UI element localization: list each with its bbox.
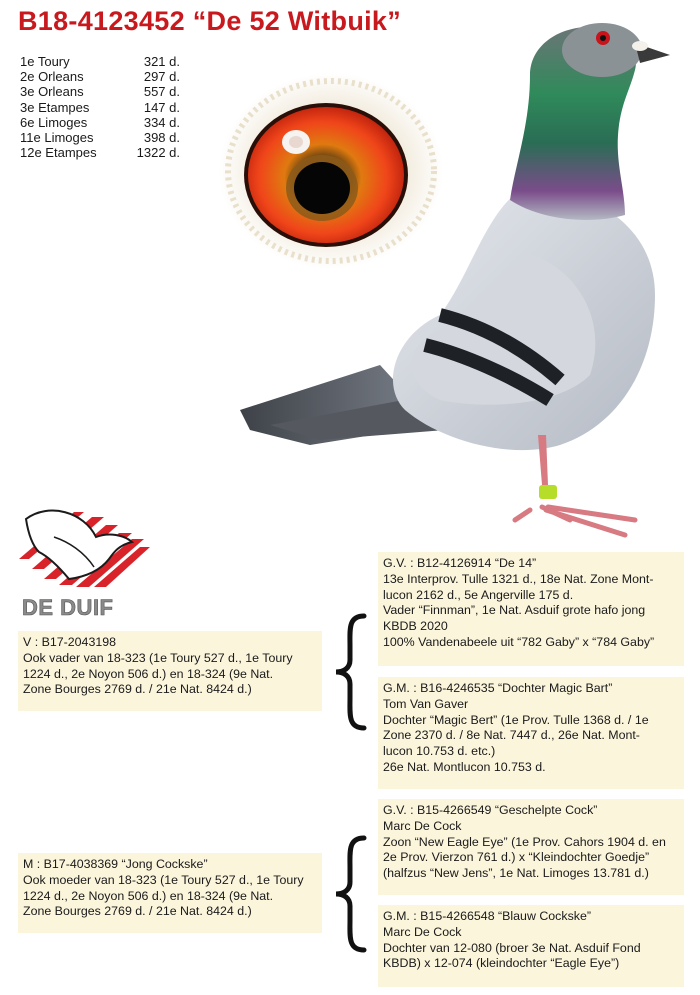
result-row: 3e Orleans 557 d. <box>20 84 180 100</box>
sire-brace <box>330 612 370 732</box>
dam-father-line: Zoon “New Eagle Eye” (1e Prov. Cahors 1904 d. en <box>383 834 666 849</box>
pigeon-photo <box>230 15 690 545</box>
page-title: B18-4123452 “De 52 Witbuik” <box>18 6 402 36</box>
sire-father-box <box>378 552 684 666</box>
sire-father-line: 13e Interprov. Tulle 1321 d., 18e Nat. Zone Mont- <box>383 571 654 586</box>
sire-father-line: lucon 2162 d., 5e Angerville 175 d. <box>383 587 574 602</box>
result-row: 3e Etampes 147 d. <box>20 99 180 115</box>
dam-father-line: (halfzus “New Jens”, 1e Nat. Limoges 13.781 d.) <box>383 866 649 881</box>
sire-mother-line: Zone 2370 d. / 8e Nat. 7447 d., 26e Nat. Mont- <box>383 728 640 743</box>
sire-father-line: Vader “Finnman”, 1e Nat. Asduif grote hafo jong <box>383 603 646 618</box>
dam-mother-line: Marc De Cock <box>383 924 462 939</box>
sire-father-line: 100% Vandenabeele uit “782 Gaby” x “784 Gaby” <box>383 634 655 649</box>
logo-text: DE DUIF <box>22 595 114 620</box>
dam-father-box <box>378 799 684 895</box>
sire-box <box>18 631 322 711</box>
sire-line: Ook vader van 18-323 (1e Toury 527 d., 1e Toury <box>23 650 293 665</box>
sire-mother-line: lucon 10.753 d. etc.) <box>383 744 496 759</box>
dam-line: M : B17-4038369 “Jong Cockske” <box>23 857 208 871</box>
dam-mother-box <box>378 905 684 987</box>
result-row: 1e Toury 321 d. <box>20 54 180 69</box>
results-list <box>20 54 180 160</box>
sire-mother-line: Tom Van Gaver <box>383 696 469 711</box>
sire-father-line: G.V. : B12-4126914 “De 14” <box>383 556 537 570</box>
sire-mother-box <box>378 677 684 789</box>
dam-mother-line: Dochter van 12-080 (broer 3e Nat. Asduif Fond <box>383 940 641 955</box>
dam-mother-line: G.M. : B15-4266548 “Blauw Cockske” <box>383 909 591 923</box>
result-row: 6e Limoges 334 d. <box>20 114 180 130</box>
dam-box <box>18 853 322 933</box>
sire-line: Zone Bourges 2769 d. / 21e Nat. 8424 d.) <box>23 682 252 697</box>
dam-father-line: 2e Prov. Vierzon 761 d.) x “Kleindochter Goedje” <box>383 850 650 865</box>
sire-father-line: KBDB 2020 <box>383 619 448 634</box>
sire-mother-line: G.M. : B16-4246535 “Dochter Magic Bart” <box>383 681 613 695</box>
dam-father-line: G.V. : B15-4266549 “Geschelpte Cock” <box>383 803 598 817</box>
sire-mother-line: 26e Nat. Montlucon 10.753 d. <box>383 759 546 774</box>
dam-line: Zone Bourges 2769 d. / 21e Nat. 8424 d.) <box>23 904 252 919</box>
result-row: 12e Etampes 1322 d. <box>20 145 180 161</box>
sire-line: V : B17-2043198 <box>23 635 117 649</box>
result-row: 11e Limoges 398 d. <box>20 130 180 146</box>
dam-brace <box>330 834 370 954</box>
dam-line: 1224 d., 2e Noyon 506 d.) en 18-324 (9e Nat. <box>23 888 274 903</box>
de-duif-logo <box>14 497 154 597</box>
sire-line: 1224 d., 2e Noyon 506 d.) en 18-324 (9e Nat. <box>23 666 274 681</box>
result-row: 2e Orleans 297 d. <box>20 69 180 85</box>
dam-mother-line: KBDB) x 12-074 (kleindochter “Eagle Eye”) <box>383 956 620 971</box>
sire-mother-line: Dochter “Magic Bert” (1e Prov. Tulle 1368 d. / 1e <box>383 712 649 727</box>
dam-father-line: Marc De Cock <box>383 818 462 833</box>
dam-line: Ook moeder van 18-323 (1e Toury 527 d., 1e Toury <box>23 872 304 887</box>
